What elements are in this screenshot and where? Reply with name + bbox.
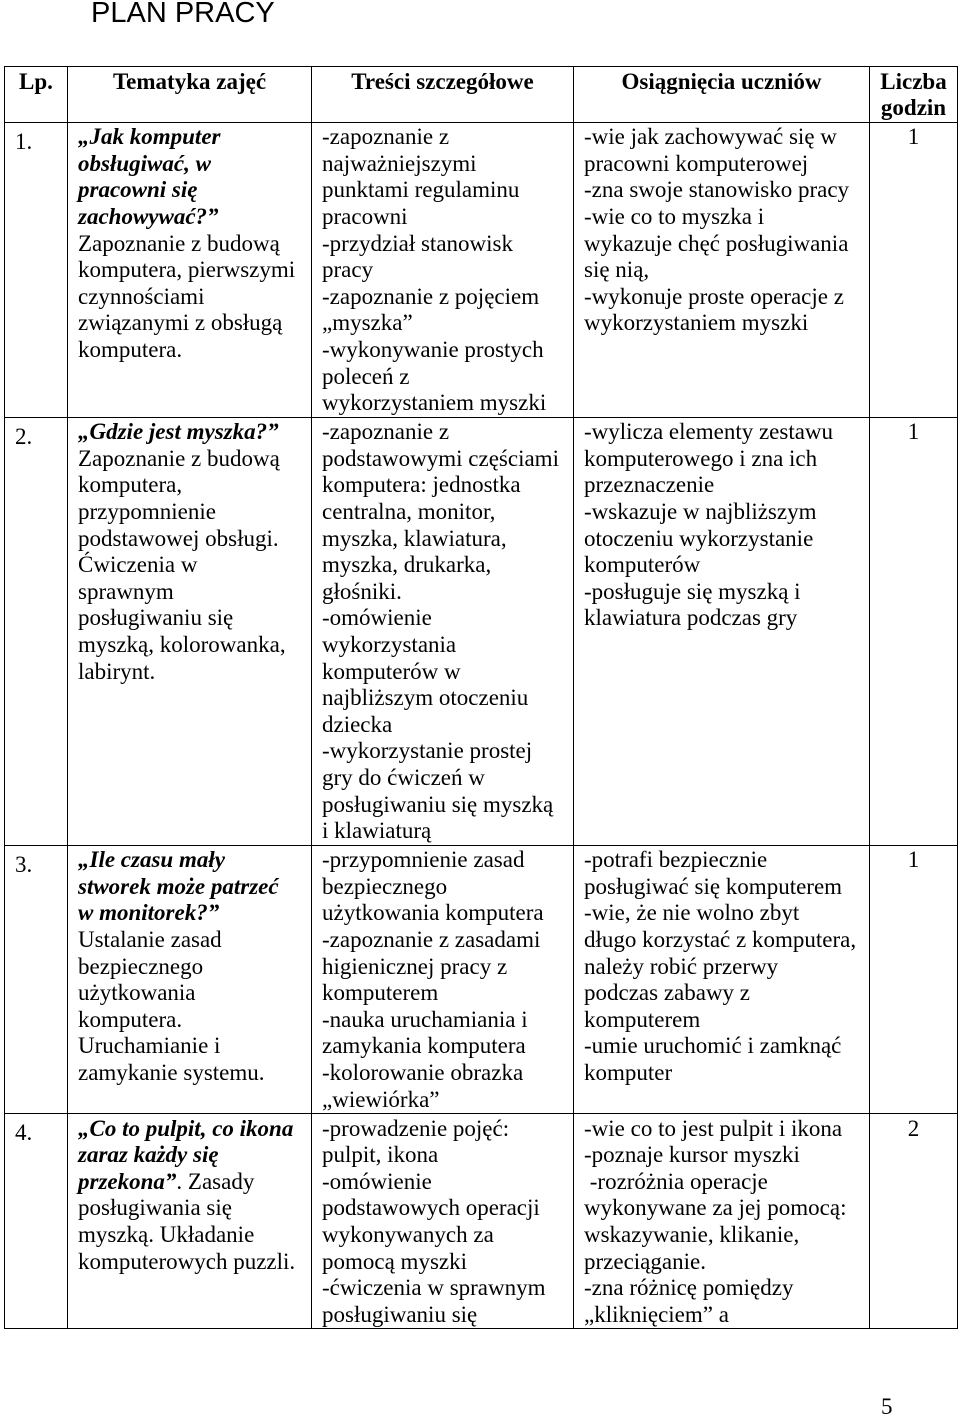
topic-line [78, 552, 301, 579]
achievement-line: wskazywanie, klikanie, [584, 1222, 800, 1248]
cell-hours: 1 [907, 847, 920, 873]
header-achievements: Osiągnięcia uczniów [574, 67, 870, 122]
cell-topic [68, 1114, 312, 1328]
achievement-line: komputerów [584, 552, 701, 578]
topic-description-text: czynnościami [78, 283, 205, 309]
content-line: higienicznej pracy z [322, 953, 508, 979]
content-line: -omówienie [322, 605, 432, 631]
achievement-line: pracowni komputerowej [584, 150, 809, 176]
content-line: -wykorzystanie prostej [322, 738, 533, 764]
cell-topic [68, 846, 312, 1113]
topic-line [78, 927, 301, 954]
table-header-row [5, 67, 957, 122]
content-line: wykonywanych za [322, 1222, 494, 1248]
content-line: dziecka [322, 711, 393, 737]
topic-line [78, 980, 301, 1007]
topic-title-text: stworek może patrzeć [78, 873, 279, 899]
content-line: komputerów w [322, 658, 461, 684]
cell-lp: 2. [5, 418, 68, 845]
topic-line [78, 284, 301, 311]
topic-line [78, 605, 301, 632]
topic-line [78, 1142, 301, 1169]
topic-title-text: pracowni się [78, 177, 198, 203]
content-line: -przydział stanowisk [322, 230, 513, 256]
content-line: -przypomnienie zasad [322, 847, 525, 873]
achievement-line: podczas zabawy z [584, 980, 751, 1006]
achievement-line: wykorzystaniem myszki [584, 310, 809, 336]
content-line: -zapoznanie z [322, 419, 450, 445]
achievement-line: wykonywane za jej pomocą: [584, 1195, 847, 1221]
content-line: pomocą myszki [322, 1248, 467, 1274]
cell-lp: 1. [5, 123, 68, 417]
topic-line [78, 1195, 301, 1222]
cell-content [312, 846, 574, 1113]
topic-description-text: Ustalanie zasad [78, 927, 222, 952]
content-line: myszka, klawiatura, [322, 525, 507, 551]
topic-line [78, 874, 301, 901]
topic-description-text: Ćwiczenia w [78, 552, 198, 578]
cell-hours: 1 [907, 419, 920, 445]
content-line: wykorzystaniem myszki [322, 390, 547, 416]
table-row [5, 417, 957, 845]
achievement-line: -potrafi bezpiecznie [584, 847, 768, 873]
content-line: -nauka uruchamiania i [322, 1006, 528, 1032]
header-topic: Tematyka zajęć [68, 67, 312, 122]
achievement-line: -poznaje kursor myszki [584, 1142, 800, 1168]
topic-title-text: „Co to pulpit, co ikona [78, 1115, 294, 1141]
topic-title-text: zachowywać?” [78, 203, 219, 229]
topic-description-text: przypomnienie [78, 499, 216, 524]
topic-description-text: posługiwania się [78, 1195, 232, 1221]
topic-description-text: labirynt. [78, 658, 156, 684]
topic-description-text: myszką. Układanie [78, 1222, 255, 1248]
achievement-line: -zna swoje stanowisko pracy [584, 177, 850, 203]
topic-description-text: myszką, kolorowanka, [78, 631, 286, 657]
achievement-line: należy robić przerwy [584, 953, 779, 979]
header-hours: Liczba godzin [880, 68, 947, 121]
topic-title-text: zaraz każdy się [78, 1142, 219, 1168]
achievement-line: komputerem [584, 1006, 701, 1032]
content-line: -ćwiczenia w sprawnym [322, 1275, 546, 1301]
topic-line [78, 204, 301, 231]
table-row [5, 122, 957, 417]
table-body [5, 122, 957, 1329]
topic-line [78, 1249, 301, 1276]
content-line: komputerem [322, 980, 439, 1006]
topic-title-text: obsługiwać, w [78, 150, 211, 176]
content-line: najważniejszymi [322, 150, 477, 176]
topic-line [78, 1222, 301, 1249]
document-title: PLAN PRACY [91, 0, 275, 29]
content-line: użytkowania komputera [322, 900, 544, 926]
achievement-line: się nią, [584, 257, 650, 283]
achievement-line: -wylicza elementy zestawu [584, 419, 834, 445]
topic-line [78, 900, 301, 927]
topic-description-text: komputera, [78, 472, 183, 498]
content-line: wykorzystania [322, 631, 457, 657]
topic-description-text: Uruchamianie i [78, 1033, 221, 1059]
cell-achievements [574, 1114, 870, 1328]
content-line: głośniki. [322, 578, 402, 604]
topic-description-text: sprawnym [78, 578, 174, 604]
topic-line [78, 954, 301, 981]
achievement-line: klawiatura podczas gry [584, 605, 798, 631]
content-line: i klawiaturą [322, 818, 432, 844]
content-line: -zapoznanie z pojęciem [322, 283, 540, 309]
content-line: posługiwaniu się [322, 1301, 478, 1327]
cell-achievements [574, 123, 870, 417]
cell-content [312, 123, 574, 417]
topic-description-text: . Zasady [176, 1168, 255, 1194]
achievement-line: przeznaczenie [584, 472, 715, 498]
topic-line [78, 659, 301, 686]
content-line: -kolorowanie obrazka [322, 1059, 524, 1085]
content-line: pulpit, ikona [322, 1142, 439, 1168]
header-lp: Lp. [5, 67, 68, 122]
topic-description-text: Zapoznanie z budową [78, 445, 280, 471]
achievement-line: -wykonuje proste operacje z [584, 283, 844, 309]
topic-description-text: komputerowych puzzli. [78, 1248, 296, 1274]
content-line: -omówienie [322, 1168, 432, 1194]
content-line: podstawowymi częściami [322, 445, 559, 471]
content-line: zamykania komputera [322, 1033, 526, 1059]
topic-line [78, 446, 301, 473]
achievement-line: przeciąganie. [584, 1248, 706, 1274]
topic-title-text: „Jak komputer [78, 124, 221, 150]
achievement-line: długo korzystać z komputera, [584, 927, 857, 952]
achievement-line: -wie jak zachowywać się w [584, 124, 837, 150]
cell-achievements [574, 418, 870, 845]
achievement-line: -umie uruchomić i zamknąć [584, 1033, 842, 1059]
content-line: bezpiecznego [322, 873, 448, 899]
content-line: „wiewiórka” [322, 1086, 440, 1112]
content-line: -wykonywanie prostych [322, 336, 544, 362]
cell-topic [68, 123, 312, 417]
content-line: „myszka” [322, 310, 413, 336]
achievement-line: „kliknięciem” a [584, 1301, 729, 1327]
content-line: centralna, monitor, [322, 499, 496, 524]
cell-achievements [574, 846, 870, 1113]
topic-title-text: „Gdzie jest myszka?” [78, 419, 279, 445]
content-line: -prowadzenie pojęć: [322, 1115, 510, 1141]
topic-description-text: komputera, pierwszymi [78, 257, 296, 283]
achievement-line: wykazuje chęć posługiwania [584, 230, 849, 256]
topic-line [78, 847, 301, 874]
content-line: -zapoznanie z zasadami [322, 927, 541, 952]
topic-description-text: posługiwaniu się [78, 605, 234, 631]
topic-line [78, 231, 301, 258]
topic-line [78, 177, 301, 204]
topic-line [78, 1060, 301, 1087]
content-line: najbliższym otoczeniu [322, 685, 529, 711]
topic-line [78, 151, 301, 178]
content-line: myszka, drukarka, [322, 552, 492, 578]
achievement-line: -wie, że nie wolno zbyt [584, 900, 800, 926]
cell-lp: 3. [5, 846, 68, 1113]
lesson-plan-table [4, 66, 958, 1329]
content-line: komputera: jednostka [322, 472, 521, 498]
topic-description-text: związanymi z obsługą [78, 310, 283, 336]
topic-line [78, 526, 301, 553]
topic-description-text: zamykanie systemu. [78, 1059, 265, 1085]
topic-description-text: podstawowej obsługi. [78, 525, 279, 551]
topic-line [78, 579, 301, 606]
achievement-line: -posługuje się myszką i [584, 578, 801, 604]
cell-lp: 4. [5, 1114, 68, 1328]
cell-content [312, 1114, 574, 1328]
achievement-line: -wie co to jest pulpit i ikona [584, 1115, 843, 1141]
achievement-line: posługiwać się komputerem [584, 873, 843, 899]
topic-line [78, 310, 301, 337]
content-line: gry do ćwiczeń w [322, 764, 485, 790]
topic-line [78, 124, 301, 151]
topic-line [78, 1033, 301, 1060]
cell-hours: 1 [907, 124, 920, 150]
content-line: punktami regulaminu [322, 177, 520, 203]
topic-line [78, 337, 301, 364]
cell-content [312, 418, 574, 845]
achievement-line: -rozróżnia operacje [584, 1168, 768, 1194]
topic-title-text: „Ile czasu mały [78, 847, 225, 873]
topic-line [78, 419, 301, 446]
achievement-line: otoczeniu wykorzystanie [584, 525, 814, 551]
content-line: posługiwaniu się myszką [322, 791, 554, 817]
topic-line [78, 632, 301, 659]
topic-description-text: komputera. [78, 1006, 183, 1032]
header-content: Treści szczegółowe [312, 67, 574, 122]
topic-line [78, 499, 301, 526]
topic-title-text: w monitorek?” [78, 900, 220, 926]
content-line: pracowni [322, 203, 408, 229]
topic-line [78, 1169, 301, 1196]
achievement-line: komputerowego i zna ich [584, 445, 818, 471]
page-number: 5 [881, 1394, 893, 1419]
achievement-line: -wskazuje w najbliższym [584, 499, 817, 524]
topic-description-text: użytkowania [78, 980, 196, 1006]
achievement-line: -wie co to myszka i [584, 203, 765, 229]
topic-description-text: komputera. [78, 336, 183, 362]
topic-line [78, 472, 301, 499]
content-line: poleceń z [322, 363, 410, 389]
content-line: -zapoznanie z [322, 124, 450, 150]
topic-description-text: Zapoznanie z budową [78, 230, 280, 256]
cell-hours: 2 [907, 1115, 920, 1141]
topic-line [78, 1007, 301, 1034]
achievement-line: -zna różnicę pomiędzy [584, 1275, 794, 1301]
achievement-line: komputer [584, 1059, 673, 1085]
topic-description-text: bezpiecznego [78, 953, 204, 979]
topic-line [78, 257, 301, 284]
table-row [5, 845, 957, 1113]
table-row [5, 1113, 957, 1328]
cell-topic [68, 418, 312, 845]
content-line: podstawowych operacji [322, 1195, 540, 1221]
content-line: pracy [322, 257, 374, 283]
topic-line [78, 1116, 301, 1143]
topic-title-text: przekona” [78, 1168, 177, 1194]
